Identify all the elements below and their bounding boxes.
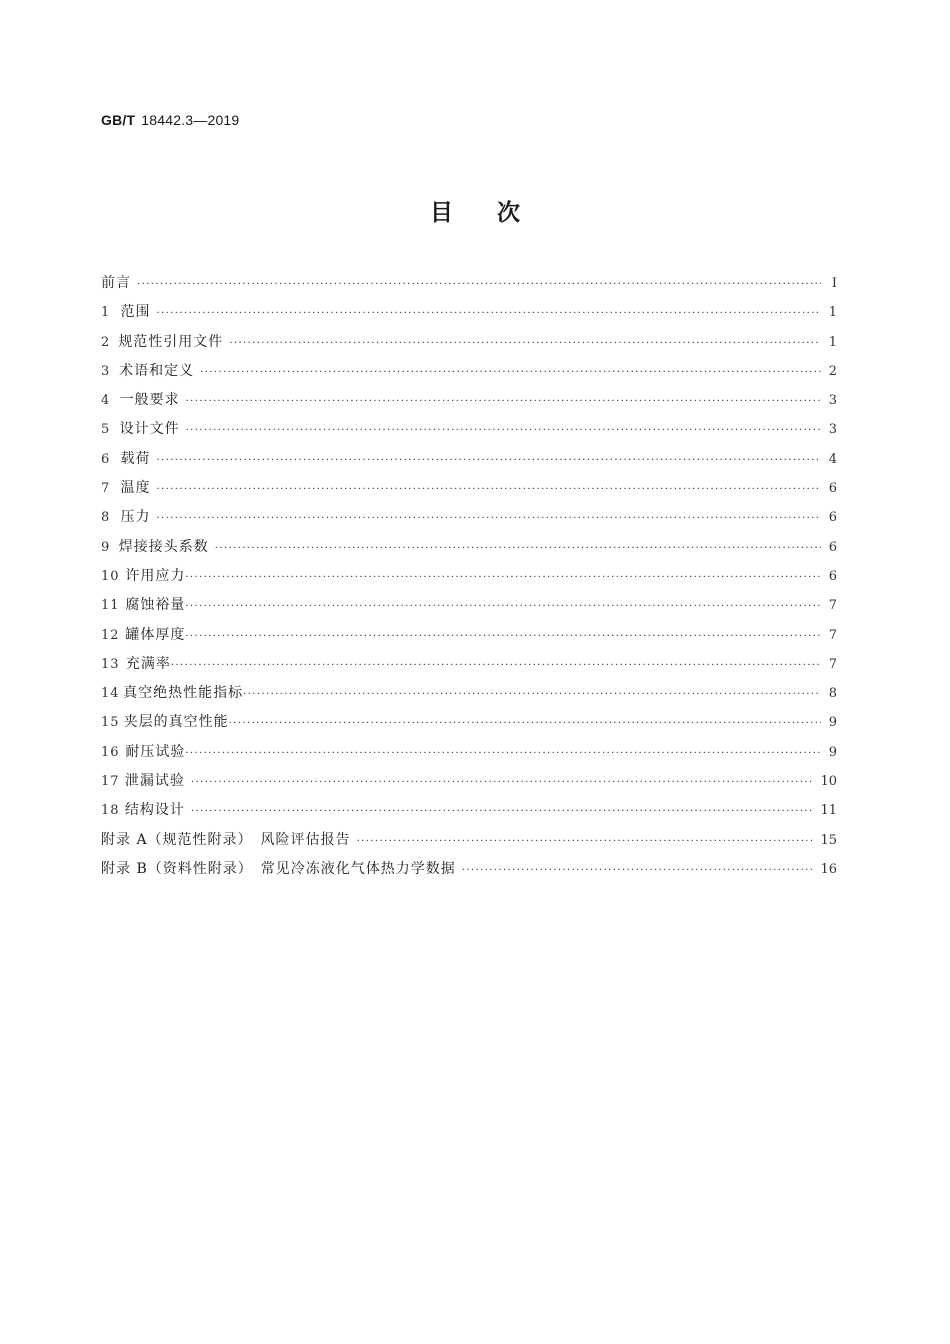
toc-entry-page: 9 (828, 744, 837, 760)
toc-leader-dots (229, 718, 821, 729)
toc-entry-number: 12 (101, 627, 120, 643)
toc-leader-dots (156, 484, 821, 495)
toc-entry-label: 术语和定义 (119, 362, 195, 379)
toc-leader-dots (156, 513, 821, 524)
toc-entry-page: 7 (828, 627, 837, 643)
toc-entry[interactable] (101, 594, 837, 623)
toc-entry-label: 载荷 (120, 450, 151, 467)
toc-entry[interactable] (101, 799, 837, 828)
toc-entry-page: 11 (820, 803, 837, 819)
toc-entry[interactable] (101, 477, 837, 506)
toc-entry-number: 15 (101, 715, 120, 731)
toc-leader-dots (462, 865, 815, 876)
toc-entry-label: 泄漏试验 (124, 773, 185, 790)
toc-entry-page: 6 (828, 539, 837, 555)
toc-entry-number: 1 (101, 305, 111, 321)
toc-leader-dots (243, 689, 821, 700)
toc-entry-page: 1 (828, 305, 837, 321)
toc-entry[interactable] (101, 682, 837, 711)
toc-entry-number: 3 (101, 363, 111, 379)
toc-entry-number: 2 (101, 334, 111, 350)
toc-entry-number: 11 (101, 598, 120, 614)
toc-entry-label: 结构设计 (124, 802, 185, 819)
toc-entry[interactable] (101, 653, 837, 682)
toc-entry-page: 9 (828, 715, 837, 731)
toc-leader-dots (185, 601, 821, 612)
toc-entry-label: 焊接接头系数 (118, 538, 209, 555)
toc-leader-dots (215, 543, 821, 554)
toc-entry-number: 4 (101, 393, 111, 409)
toc-entry-page: 4 (828, 451, 837, 467)
toc-leader-dots (191, 806, 815, 817)
toc-entry-label: 罐体厚度 (125, 626, 186, 643)
toc-leader-dots (186, 425, 821, 436)
toc-entry[interactable] (101, 506, 837, 535)
toc-entry-label: 规范性引用文件 (118, 333, 224, 350)
toc-entry-label: 真空绝热性能指标 (123, 685, 244, 702)
toc-entry[interactable] (101, 770, 837, 799)
toc-entry-page: 6 (828, 481, 837, 497)
toc-entry-label: 附录 B（资料性附录） 常见冷冻液化气体热力学数据 (101, 860, 456, 877)
toc-leader-dots (171, 660, 821, 671)
toc-entry[interactable] (101, 272, 837, 301)
toc-entry[interactable] (101, 536, 837, 565)
toc-entry-page: 1 (828, 334, 837, 350)
toc-leader-dots (156, 455, 821, 466)
toc-entry-page: 6 (828, 568, 837, 584)
toc-entry[interactable] (101, 624, 837, 653)
toc-leader-dots (191, 777, 815, 788)
toc-entry-number: 8 (101, 510, 111, 526)
toc-entry-page: Ⅰ (831, 276, 837, 291)
toc-entry-label: 附录 A（规范性附录） 风险评估报告 (101, 831, 351, 848)
toc-entry-page: 7 (828, 656, 837, 672)
toc-entry-page: 8 (828, 686, 837, 702)
toc-entry-number: 13 (101, 656, 120, 672)
toc-entry-number: 10 (101, 568, 120, 584)
toc-entry-label: 许用应力 (125, 567, 186, 584)
toc-entry-label: 腐蚀裕量 (125, 597, 186, 614)
toc-entry-page: 2 (828, 363, 837, 379)
toc-entry-label: 温度 (120, 480, 151, 497)
toc-entry-label: 一般要求 (119, 392, 180, 409)
toc-entry-label: 范围 (120, 304, 151, 321)
toc-leader-dots (186, 396, 821, 407)
toc-entry-label: 压力 (120, 509, 151, 526)
toc-leader-dots (357, 836, 815, 847)
toc-entry-number: 17 (101, 774, 120, 790)
toc-entry-page: 15 (820, 832, 837, 848)
toc-entry[interactable] (101, 418, 837, 447)
toc-entry[interactable] (101, 829, 837, 858)
toc-entry-number: 9 (101, 539, 111, 555)
toc-leader-dots (185, 631, 821, 642)
table-of-contents (101, 272, 837, 887)
toc-entry-page: 3 (828, 422, 837, 438)
toc-entry[interactable] (101, 360, 837, 389)
toc-entry-label: 夹层的真空性能 (123, 714, 229, 731)
toc-entry-page: 7 (828, 598, 837, 614)
toc-entry-number: 7 (101, 481, 111, 497)
toc-leader-dots (185, 748, 821, 759)
standard-code (101, 112, 239, 129)
toc-entry[interactable] (101, 858, 837, 887)
toc-entry-label: 前言 (101, 275, 131, 291)
toc-entry[interactable] (101, 301, 837, 330)
toc-entry[interactable] (101, 711, 837, 740)
toc-entry-page: 3 (828, 393, 837, 409)
toc-entry[interactable] (101, 741, 837, 770)
page-title: 目次 (430, 200, 564, 226)
toc-entry-page: 6 (828, 510, 837, 526)
toc-entry-page: 10 (820, 774, 837, 790)
toc-entry-number: 14 (101, 686, 120, 702)
toc-leader-dots (156, 308, 821, 319)
toc-entry-number: 18 (101, 803, 120, 819)
toc-entry[interactable] (101, 448, 837, 477)
toc-entry-label: 耐压试验 (125, 743, 186, 760)
standard-code-number: 18442.3—2019 (141, 112, 240, 128)
toc-entry-page: 16 (820, 861, 837, 877)
toc-entry-label: 设计文件 (119, 421, 180, 438)
toc-entry[interactable] (101, 331, 837, 360)
toc-leader-dots (185, 572, 821, 583)
toc-leader-dots (229, 338, 821, 349)
toc-entry[interactable] (101, 565, 837, 594)
toc-entry[interactable] (101, 389, 837, 418)
toc-entry-number: 5 (101, 422, 111, 438)
toc-entry-label: 充满率 (125, 655, 171, 672)
toc-entry-number: 16 (101, 744, 120, 760)
toc-leader-dots (137, 279, 821, 290)
toc-entry-number: 6 (101, 451, 111, 467)
standard-code-prefix: GB/T (101, 112, 136, 128)
toc-leader-dots (200, 367, 821, 378)
